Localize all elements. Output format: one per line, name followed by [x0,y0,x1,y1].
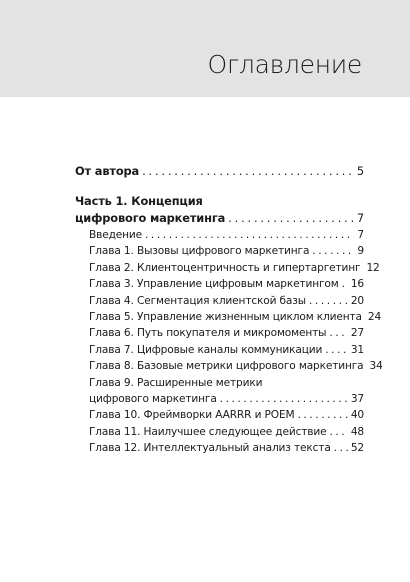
toc-entry[interactable] [75,440,364,456]
toc-entry[interactable] [75,358,383,374]
toc-chapter9-title-continued[interactable] [75,391,364,407]
toc-part1-title-continued[interactable] [75,210,364,227]
toc-leader-dots [312,243,354,259]
toc-entry-label: Введение [89,229,142,241]
toc-entry-page: 16 [350,278,364,291]
toc-entry[interactable] [75,293,364,309]
toc-entry-label: Глава 12. Интеллектуальный анализ текста [89,442,331,455]
toc-entry[interactable] [75,260,380,276]
toc-entry-label: Глава 4. Сегментация клиентской базы [89,294,306,307]
toc-leader-dots [142,163,354,180]
toc-entry-page: 7 [357,229,364,241]
table-of-contents [75,163,383,457]
toc-entry-foreword[interactable] [75,163,364,180]
toc-entry[interactable] [75,309,382,325]
toc-entry-label: цифрового маркетинга [89,393,217,406]
toc-entry-page: 40 [350,409,364,422]
toc-entry-page: 31 [350,343,364,356]
toc-entry-page: 48 [350,425,364,438]
toc-entry-label: Глава 3. Управление цифровым маркетингом [89,278,339,291]
toc-leader-dots [329,424,347,440]
toc-leader-dots [220,391,348,407]
toc-leader-dots [329,325,347,341]
toc-entry-page: 52 [350,442,364,455]
toc-entry-label: Глава 1. Вызовы цифрового маркетинга [89,245,310,258]
header-band [0,0,410,97]
toc-entry[interactable] [75,276,364,292]
toc-entry-label: цифрового маркетинга [75,211,226,225]
toc-entry-page: 24 [367,311,382,324]
toc-entry-label: Глава 2. Клиентоцентричность и гипертаргетинг [89,261,361,274]
toc-entry-label: От автора [75,164,140,178]
toc-entry-page: 7 [356,211,364,225]
toc-leader-dots [325,342,348,358]
toc-entry-label: Глава 11. Наилучшее следующее действие [89,425,327,438]
toc-entry-page: 9 [357,245,364,258]
page-title: Оглавление [207,50,362,79]
toc-entry-label: Глава 6. Путь покупателя и микромоменты [89,327,327,340]
toc-entry-label: Глава 7. Цифровые каналы коммуникации [89,343,323,356]
toc-part1-title[interactable]: Часть 1. Концепция [75,194,203,208]
toc-entry-page: 37 [350,393,364,406]
toc-entry-label: Глава 10. Фреймворки AARRR и POEM [89,409,295,422]
toc-entry[interactable] [75,227,364,243]
toc-leader-dots [309,293,348,309]
toc-leader-dots [297,407,347,423]
toc-chapter9-title[interactable]: Глава 9. Расширенные метрики [89,376,263,389]
toc-leader-dots [228,210,354,227]
toc-entry-page: 20 [350,294,364,307]
toc-entry-page: 34 [369,360,383,373]
toc-entry[interactable] [75,424,364,440]
toc-leader-dots [342,276,348,292]
toc-entry-label: Глава 5. Управление жизненным циклом клиента [89,311,362,324]
toc-entry[interactable] [75,325,364,341]
toc-entry[interactable] [75,407,364,423]
toc-entry-page: 5 [356,164,364,178]
toc-entry-page: 27 [350,327,364,340]
toc-entry-page: 12 [366,261,380,274]
toc-entry[interactable] [75,342,364,358]
toc-leader-dots [334,440,348,456]
toc-entry[interactable] [75,243,364,259]
toc-entry-label: Глава 8. Базовые метрики цифрового маркетинга [89,360,364,373]
toc-leader-dots [145,227,354,243]
